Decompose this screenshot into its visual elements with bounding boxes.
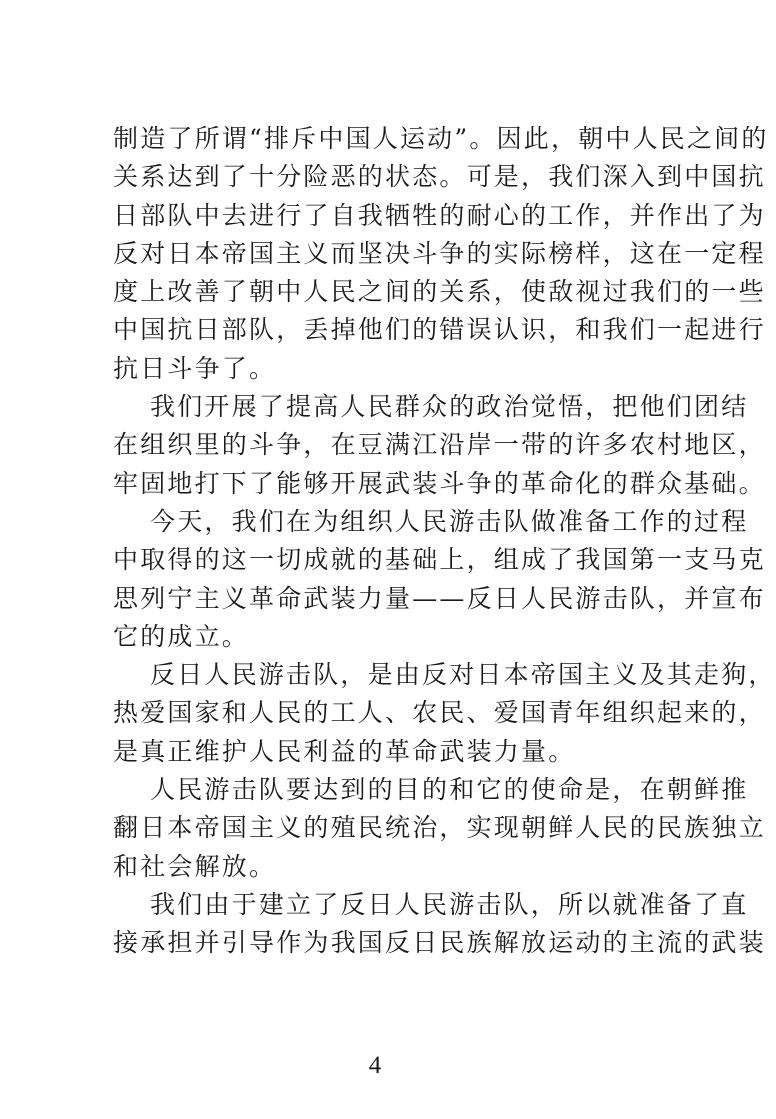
paragraph-first-line: 今天，我们在为组织人民游击队做准备工作的过程 <box>150 506 749 536</box>
body-text <box>113 120 776 963</box>
paragraph-first-line: 我们开展了提高人民群众的政治觉悟，把他们团结 <box>150 392 749 422</box>
text-line: 反对日本帝国主义而坚决斗争的实际榜样，这在一定程 <box>113 238 766 268</box>
paragraph-first-line: 反日人民游击队，是由反对日本帝国主义及其走狗， <box>150 660 776 690</box>
text-line: 牢固地打下了能够开展武装斗争的革命化的群众基础。 <box>113 468 766 498</box>
text-line: 接承担并引导作为我国反日民族解放运动的主流的武装 <box>113 928 766 958</box>
text-line: 在组织里的斗争，在豆满江沿岸一带的许多农村地区， <box>113 430 766 460</box>
paragraph-first-line: 我们由于建立了反日人民游击队，所以就准备了直 <box>150 889 749 919</box>
text-line: 翻日本帝国主义的殖民统治，实现朝鲜人民的民族独立 <box>113 813 766 843</box>
text-line: 抗日斗争了。 <box>113 353 277 383</box>
text-line: 度上改善了朝中人民之间的关系，使敌视过我们的一些 <box>113 277 766 307</box>
text-line: 制造了所谓“排斥中国人运动”。因此，朝中人民之间的 <box>113 124 769 153</box>
text-line: 思列宁主义革命武装力量——反日人民游击队，并宣布 <box>113 583 766 613</box>
text-line: 它的成立。 <box>113 621 250 651</box>
page-number: 4 <box>368 1052 382 1079</box>
text-line: 中国抗日部队，丢掉他们的错误认识，和我们一起进行 <box>113 315 766 345</box>
text-line: 日部队中去进行了自我牺牲的耐心的工作，并作出了为 <box>113 200 766 230</box>
text-line: 和社会解放。 <box>113 851 277 881</box>
text-line: 是真正维护人民利益的革命武装力量。 <box>113 736 576 766</box>
text-line: 关系达到了十分险恶的状态。可是，我们深入到中国抗 <box>113 162 766 192</box>
text-line: 热爱国家和人民的工人、农民、爱国青年组织起来的， <box>113 698 766 728</box>
text-line: 中取得的这一切成就的基础上，组成了我国第一支马克 <box>113 545 766 575</box>
paragraph-first-line: 人民游击队要达到的目的和它的使命是，在朝鲜推 <box>150 775 749 805</box>
